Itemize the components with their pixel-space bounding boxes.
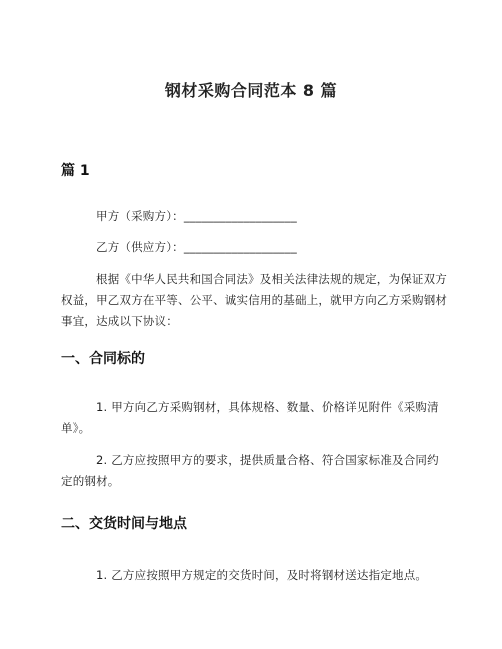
section-1-heading: 一、合同标的	[61, 351, 145, 367]
section-2-item-1: 1. 乙方应按照甲方规定的交货时间，及时将钢材送达指定地点。	[96, 568, 428, 582]
document-title: 钢材采购合同范本 8 篇	[164, 81, 338, 100]
party-b-line: 乙方（供应方）：___________________	[96, 240, 297, 254]
section-1-item-2: 2. 乙方应按照甲方的要求，提供质量合格、符合国家标准及合同约定的钢材。	[61, 453, 439, 488]
section-2-heading: 二、交货时间与地点	[61, 516, 187, 532]
article-heading: 篇 1	[61, 163, 90, 179]
party-a-line: 甲方（采购方）：___________________	[96, 209, 297, 223]
preamble-paragraph: 根据《中华人民共和国合同法》及相关法律法规的规定，为保证双方权益，甲乙双方在平等、公平、诚实信用的基础上，就甲方向乙方采购钢材事宜，达成以下协议：	[61, 272, 448, 328]
section-1-item-1: 1. 甲方向乙方采购钢材，具体规格、数量、价格详见附件《采购清单》。	[61, 400, 439, 435]
